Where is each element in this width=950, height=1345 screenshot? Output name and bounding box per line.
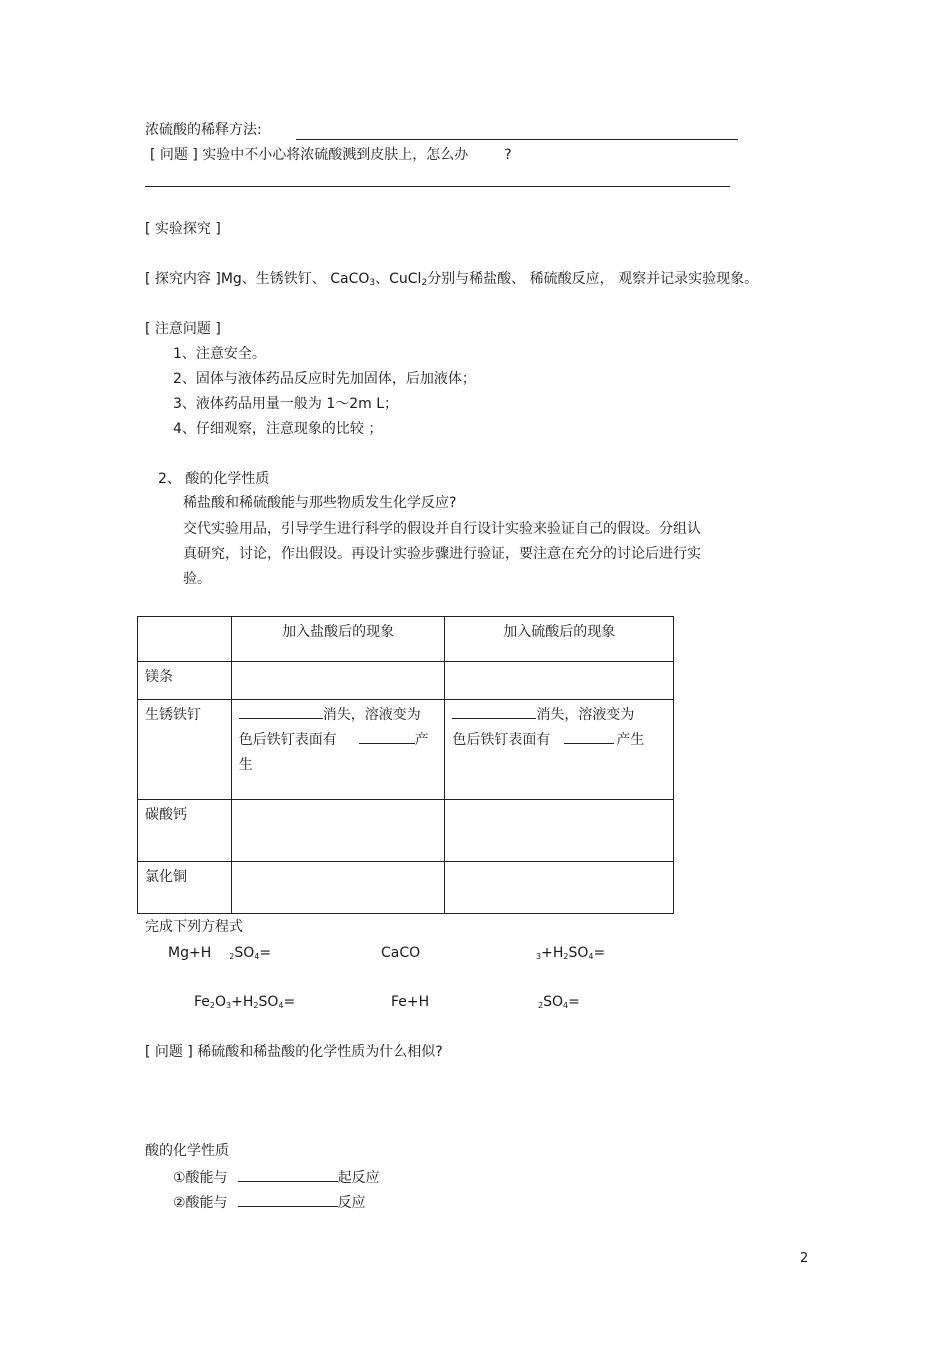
table-header-cell [138, 617, 232, 662]
table-cell [445, 662, 674, 700]
equations-title: 完成下列方程式 [145, 919, 243, 935]
note-item: 3、液体药品用量一般为 1～2m L； [173, 396, 399, 412]
table-row [138, 700, 674, 800]
explore-content-suffix: 分别与稀盐酸、 稀硫酸反应， 观察并记录实验现象。 [427, 271, 759, 287]
notes-title: [ 注意问题 ] [145, 321, 221, 337]
eq-text: SO [568, 945, 589, 961]
dilution-label: 浓硫酸的稀释方法: [145, 122, 262, 138]
blank-line [238, 1192, 338, 1207]
props-item-prefix: ①酸能与 [173, 1170, 228, 1186]
props-item-prefix: ②酸能与 [173, 1195, 228, 1211]
section-2-question: 稀盐酸和稀硫酸能与那些物质发生化学反应? [183, 495, 457, 511]
table-row [138, 800, 674, 862]
props-item-suffix: 反应 [337, 1195, 366, 1211]
page-number: 2 [800, 1251, 809, 1266]
props-item-2 [173, 1192, 366, 1212]
question-1-text: [ 问题 ] 实验中不小心将浓硫酸溅到皮肤上，怎么办 [150, 147, 469, 163]
blank-line [452, 704, 536, 719]
row-label: 生锈铁钉 [138, 700, 232, 800]
table-cell [445, 862, 674, 914]
eq-sub: 2 [209, 1001, 215, 1010]
explore-sub-2: 2 [421, 278, 428, 288]
table-header-cell: 加入盐酸后的现象 [231, 617, 445, 662]
equation-fe-part1 [391, 993, 429, 1011]
row-label: 碳酸钙 [138, 800, 232, 862]
cell-text: 消失，溶液变为 [322, 707, 421, 723]
eq-text: = [283, 994, 296, 1010]
section-2-para: 真研究，讨论，作出假设。再设计实验步骤进行验证，要注意在充分的讨论后进行实 [183, 546, 701, 562]
eq-sub: 2 [563, 952, 569, 961]
eq-text: SO [543, 994, 563, 1010]
explore-sub-1: 3 [369, 278, 376, 288]
question-1 [150, 146, 512, 164]
eq-text: = [568, 994, 580, 1010]
cell-text: 色后铁钉表面有 [238, 732, 337, 748]
note-item: 4、仔细观察，注意现象的比较 ； [173, 421, 383, 437]
eq-text: CaCO [381, 945, 421, 961]
explore-content [145, 270, 758, 292]
rust-hcl-cell [231, 700, 445, 800]
eq-text: O [215, 994, 227, 1010]
note-item: 2、固体与液体药品反应时先加固体，后加液体； [173, 371, 476, 387]
explore-title: [ 实验探究 ] [145, 221, 221, 237]
eq-text: +H [541, 945, 564, 961]
cell-text: 色后铁钉表面有 [452, 732, 551, 748]
eq-text: Mg+H [168, 945, 212, 961]
eq-text: = [259, 945, 272, 961]
question-1-answer-line [145, 186, 730, 187]
equation-caco3-part2 [536, 944, 605, 966]
section-2-title: 2、 酸的化学性质 [158, 471, 270, 487]
eq-sub: 4 [563, 1001, 569, 1010]
blank-line [359, 729, 415, 744]
cell-text: 消失，溶液变为 [536, 707, 635, 723]
props-item-suffix: 起反应 [337, 1170, 380, 1186]
explore-content-mid: 、CuCl [375, 271, 422, 287]
explore-content-prefix: [ 探究内容 ]Mg、生锈铁钉、 CaCO [145, 271, 370, 287]
table-row [138, 662, 674, 700]
experiment-table [137, 616, 674, 914]
cell-text: 产 [414, 732, 429, 748]
blank-line [239, 704, 323, 719]
eq-text: Fe+H [391, 994, 430, 1010]
table-header-cell: 加入硫酸后的现象 [445, 617, 674, 662]
eq-sub: 2 [253, 1001, 259, 1010]
rust-h2so4-cell [445, 700, 674, 800]
cell-text: 生 [238, 757, 253, 773]
props-title: 酸的化学性质 [145, 1143, 229, 1159]
eq-sub: 4 [254, 952, 260, 961]
note-item: 1、注意安全。 [173, 346, 266, 362]
table-row [138, 862, 674, 914]
cell-text: 产生 [616, 732, 645, 748]
table-cell [445, 800, 674, 862]
eq-text: SO [258, 994, 279, 1010]
eq-sub: 4 [278, 1001, 284, 1010]
question-1-mark: ? [504, 147, 512, 163]
table-cell [231, 800, 445, 862]
eq-sub: 2 [538, 1001, 544, 1010]
equation-fe2o3 [194, 993, 295, 1015]
section-2-para: 验。 [183, 571, 211, 587]
eq-sub: 3 [226, 1001, 232, 1010]
equation-fe-part2 [538, 993, 580, 1015]
row-label: 镁条 [138, 662, 232, 700]
eq-sub: 4 [588, 952, 594, 961]
eq-text: = [593, 945, 606, 961]
row-label: 氯化铜 [138, 862, 232, 914]
question-2: [ 问题 ] 稀硫酸和稀盐酸的化学性质为什么相似? [145, 1044, 443, 1060]
table-cell [231, 662, 445, 700]
eq-text: Fe [194, 994, 210, 1010]
props-item-1 [173, 1167, 380, 1187]
blank-line [564, 729, 614, 744]
table-cell [231, 862, 445, 914]
section-2-para: 交代实验用品，引导学生进行科学的假设并自行设计实验来验证自己的假设。分组认 [183, 521, 701, 537]
dilution-answer-line [296, 139, 738, 140]
table-header-row [138, 617, 674, 662]
eq-text: SO [234, 945, 255, 961]
equation-mg: Mg+H $_2SO_4=$ [168, 945, 272, 961]
eq-text: +H [231, 994, 254, 1010]
blank-line [238, 1167, 338, 1182]
equation-caco3-part1 [381, 944, 420, 962]
eq-sub: 3 [536, 952, 542, 961]
